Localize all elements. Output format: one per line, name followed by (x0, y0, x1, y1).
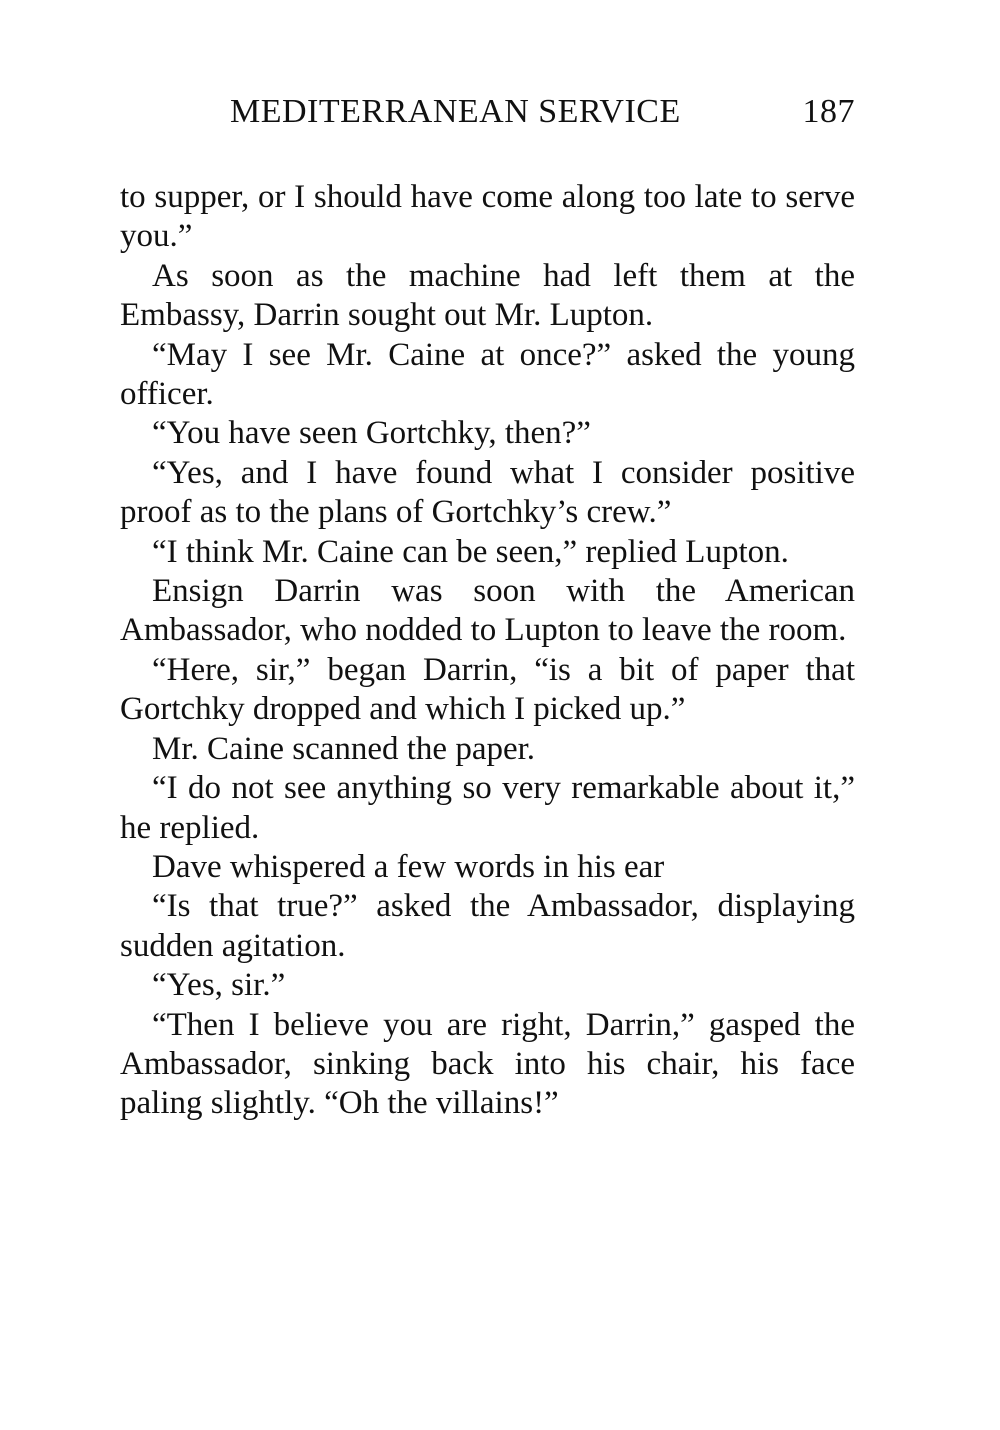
body-text (120, 178, 855, 1124)
paragraph-continued: to supper, or I should have come along too late to serve you.” (120, 179, 855, 255)
paragraph: Ensign Darrin was soon with the American Ambassador, who nodded to Lupton to leave the room. (120, 573, 855, 649)
running-title: MEDITERRANEAN SERVICE (230, 93, 681, 130)
paragraph: “Is that true?” asked the Ambassador, displaying sudden agitation. (120, 888, 855, 964)
paragraph: Dave whispered a few words in his ear (152, 848, 665, 885)
paragraph: “I do not see anything so very remarkable about it,” he replied. (120, 770, 855, 846)
paragraph: “You have seen Gortchky, then?” (152, 415, 591, 452)
paragraph: “Yes, and I have found what I consider positive proof as to the plans of Gortchky’s crew.” (120, 454, 855, 531)
paragraph: As soon as the machine had left them at the Embassy, Darrin sought out Mr. Lupton. (120, 257, 855, 334)
paragraph: “Here, sir,” began Darrin, “is a bit of paper that Gortchky dropped and which I picked up.” (120, 651, 855, 728)
running-head (120, 88, 855, 136)
page-number: 187 (802, 93, 855, 130)
book-page (120, 88, 855, 1124)
paragraph: “Yes, sir.” (152, 967, 286, 1004)
paragraph: “I think Mr. Caine can be seen,” replied Lupton. (152, 533, 789, 570)
paragraph: “May I see Mr. Caine at once?” asked the young officer. (120, 336, 855, 413)
paragraph: “Then I believe you are right, Darrin,” gasped the Ambassador, sinking back into his chair, his face paling slightly. “Oh the villains!” (120, 1006, 855, 1122)
paragraph: Mr. Caine scanned the paper. (152, 730, 536, 767)
